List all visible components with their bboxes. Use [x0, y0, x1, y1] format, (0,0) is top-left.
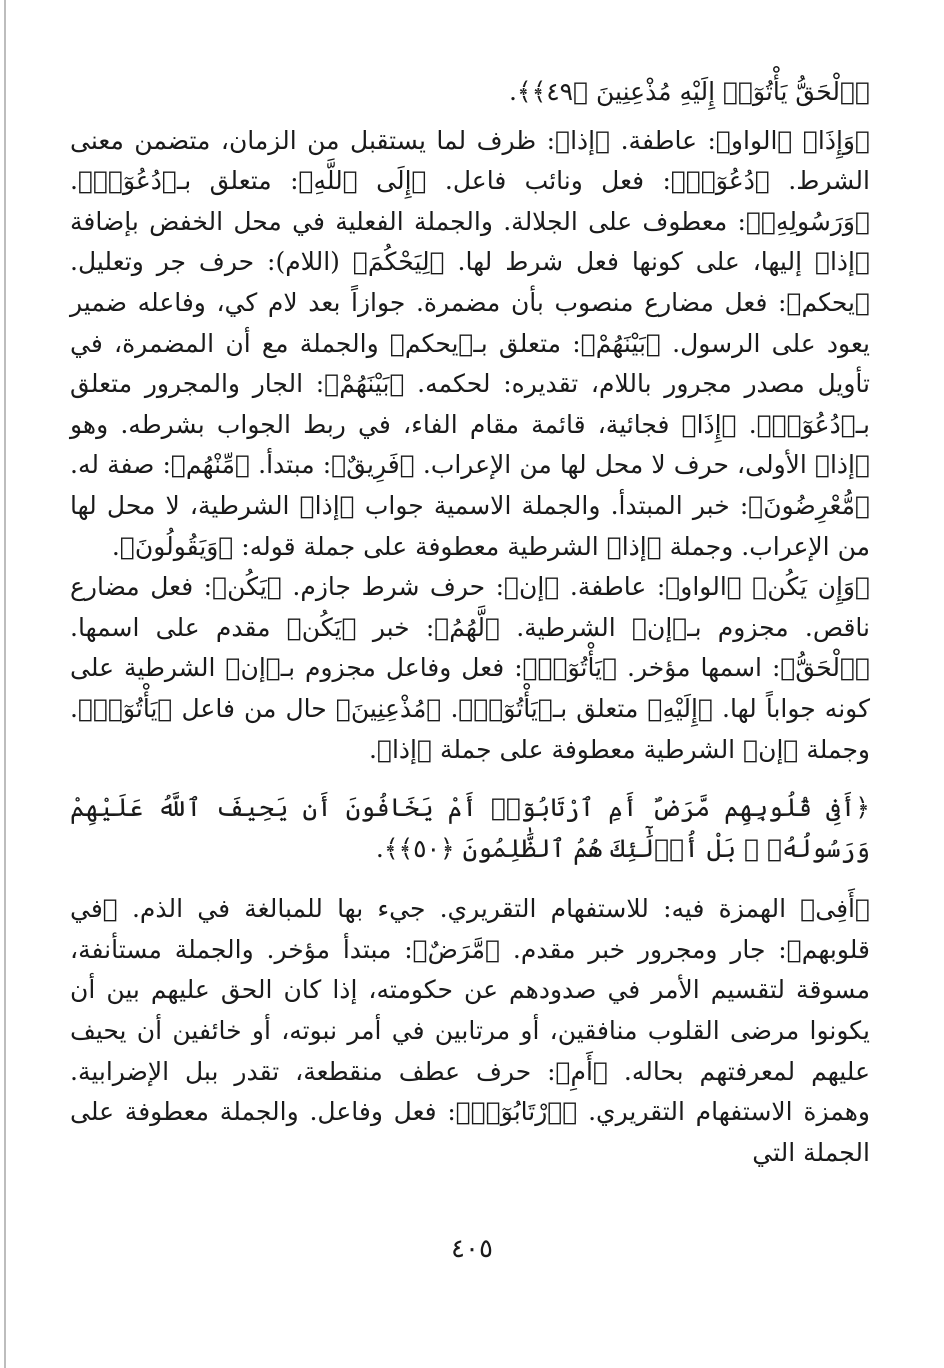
verse-49-ending: ﴿ٱلْحَقُّ يَأْتُوٓا۟ إِلَيْهِ مُذْعِنِينَ ﴿٤٩﴾﴾.: [508, 77, 870, 106]
paragraph-irab-2: ﴿وَإِن يَكُن﴾ ﴿الواو﴾: عاطفة. ﴿إن﴾: حرف شرط جازم. ﴿يَكُن﴾: فعل مضارع ناقص. مجزوم بـ﴿إن﴾ الشرطية. ﴿لَّهُمُ﴾: خبر ﴿يَكُن﴾ مقدم على اسمها. ﴿ٱلْحَقُّ﴾: اسمها مؤخر. ﴿يَأْتُوٓا۟﴾: فعل وفاعل مجزوم بـ﴿إن﴾ الشرطية على كونه جواباً لها. ﴿إِلَيْهِ﴾ متعلق بـ﴿يَأْتُوٓا۟﴾. ﴿مُذْعِنِينَ﴾ حال من فاعل ﴿يَأْتُوٓا۟﴾. وجملة ﴿إن﴾ الشرطية معطوفة على جملة ﴿إذا﴾.: [70, 572, 870, 764]
verse-50: ﴿أَفِى قُلُوبِهِم مَّرَضٌ أَمِ ٱرْتَابُوٓا۟ أَمْ يَخَافُونَ أَن يَحِيفَ ٱللَّهُ عَلَيْهِمْ وَرَسُولُهُۥ ۚ بَلْ أُو۟لَٰٓئِكَ هُمُ ٱلظَّٰلِمُونَ ﴿٥٠﴾﴾.: [70, 793, 870, 863]
paragraph-irab-3: ﴿أَفِى﴾ الهمزة فيه: للاستفهام التقريري. جيء بها للمبالغة في الذم. ﴿في قلوبهم﴾: جار ومجرور خبر مقدم. ﴿مَّرَضٌ﴾: مبتدأ مؤخر. والجملة مستأنفة، مسوقة لتقسيم الأمر في صدودهم عن حكومته، إذا كان الحق عليهم بين أن يكونوا مرضى القلوب منافقين، أو مرتابين في أمر نبوته، أو خائفين أن يحيف عليهم لمعرفتهم بحاله. ﴿أَمِ﴾: حرف عطف منقطعة، تقدر ببل الإضرابية. وهمزة الاستفهام التقريري. ﴿ٱرْتَابُوٓا۟﴾: فعل وفاعل. والجملة معطوفة على الجملة التي: [70, 894, 870, 1167]
page-number: ٤٠٥: [451, 1234, 493, 1264]
page-edge: [4, 0, 6, 1368]
page-body: [70, 72, 870, 1173]
paragraph-irab-1: ﴿وَإِذَا﴾ ﴿الواو﴾: عاطفة. ﴿إذا﴾: ظرف لما يستقبل من الزمان، متضمن معنى الشرط. ﴿دُعُوٓا۟﴾: فعل ونائب فاعل. ﴿إِلَى ٱللَّهِ﴾: متعلق بـ﴿دُعُوٓا۟﴾. ﴿وَرَسُولِهِۦ﴾: معطوف على الجلالة. والجملة الفعلية في محل الخفض بإضافة ﴿إذا﴾ إليها، على كونها فعل شرط لها. ﴿لِيَحْكُمَ﴾ (اللام): حرف جر وتعليل. ﴿يحكم﴾: فعل مضارع منصوب بأن مضمرة. جوازاً بعد لام كي، وفاعله ضمير يعود على الرسول. ﴿بَيْنَهُمْ﴾: متعلق بـ﴿يحكم﴾ والجملة مع أن المضمرة، في تأويل مصدر مجرور باللام، تقديره: لحكمه. ﴿بَيْنَهُمْ﴾: الجار والمجرور متعلق بـ﴿دُعُوٓا۟﴾. ﴿إِذَا﴾ فجائية، قائمة مقام الفاء، في ربط الجواب بشرطه. وهو ﴿إذا﴾ الأولى، حرف لا محل لها من الإعراب. ﴿فَرِيقٌ﴾: مبتدأ. ﴿مِّنْهُم﴾: صفة له. ﴿مُّعْرِضُونَ﴾: خبر المبتدأ. والجملة الاسمية جواب ﴿إذا﴾ الشرطية، لا محل لها من الإعراب. وجملة ﴿إذا﴾ الشرطية معطوفة على جملة قوله: ﴿وَيَقُولُونَ﴾.: [70, 125, 870, 561]
